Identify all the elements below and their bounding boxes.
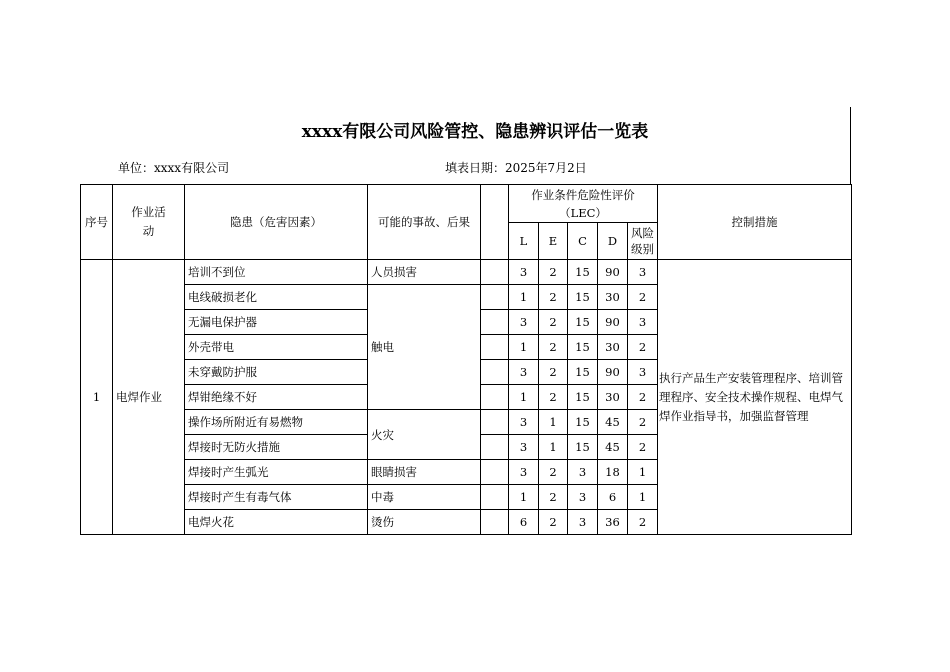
header-measures: 控制措施 bbox=[658, 185, 852, 260]
hazard-cell: 电线破损老化 bbox=[185, 285, 368, 310]
E-cell: 2 bbox=[539, 335, 568, 360]
blank-cell bbox=[481, 385, 509, 410]
hazard-cell: 焊接时无防火措施 bbox=[185, 435, 368, 460]
C-cell: 3 bbox=[568, 485, 598, 510]
blank-cell bbox=[481, 510, 509, 535]
header-consequence: 可能的事故、后果 bbox=[368, 185, 481, 260]
D-cell: 30 bbox=[598, 385, 628, 410]
hazard-cell: 外壳带电 bbox=[185, 335, 368, 360]
C-cell: 15 bbox=[568, 385, 598, 410]
C-cell: 15 bbox=[568, 360, 598, 385]
measures-cell: 执行产品生产安装管理程序、培训管理程序、安全技术操作规程、电焊气焊作业指导书，加强监督管理 bbox=[658, 260, 852, 535]
level-cell: 2 bbox=[628, 510, 658, 535]
D-cell: 18 bbox=[598, 460, 628, 485]
header-seq: 序号 bbox=[81, 185, 113, 260]
D-cell: 90 bbox=[598, 310, 628, 335]
blank-cell bbox=[481, 410, 509, 435]
L-cell: 3 bbox=[509, 310, 539, 335]
C-cell: 15 bbox=[568, 260, 598, 285]
hazard-cell: 未穿戴防护服 bbox=[185, 360, 368, 385]
level-cell: 2 bbox=[628, 435, 658, 460]
C-cell: 3 bbox=[568, 460, 598, 485]
E-cell: 2 bbox=[539, 460, 568, 485]
blank-cell bbox=[481, 485, 509, 510]
consequence-cell: 中毒 bbox=[368, 485, 481, 510]
level-cell: 2 bbox=[628, 385, 658, 410]
header-L: L bbox=[509, 223, 539, 260]
consequence-cell: 人员损害 bbox=[368, 260, 481, 285]
consequence-cell: 触电 bbox=[368, 285, 481, 410]
unit-label: 单位：xxxx有限公司 bbox=[118, 161, 230, 175]
header-E: E bbox=[539, 223, 568, 260]
blank-cell bbox=[481, 460, 509, 485]
level-cell: 3 bbox=[628, 310, 658, 335]
hazard-cell: 操作场所附近有易燃物 bbox=[185, 410, 368, 435]
D-cell: 30 bbox=[598, 335, 628, 360]
level-cell: 3 bbox=[628, 360, 658, 385]
C-cell: 15 bbox=[568, 285, 598, 310]
header-blank bbox=[481, 185, 509, 260]
D-cell: 30 bbox=[598, 285, 628, 310]
blank-cell bbox=[481, 360, 509, 385]
C-cell: 15 bbox=[568, 435, 598, 460]
hazard-cell: 焊接时产生弧光 bbox=[185, 460, 368, 485]
L-cell: 1 bbox=[509, 335, 539, 360]
L-cell: 6 bbox=[509, 510, 539, 535]
seq-cell: 1 bbox=[81, 260, 113, 535]
L-cell: 1 bbox=[509, 385, 539, 410]
header-hazard: 隐患（危害因素） bbox=[185, 185, 368, 260]
header-D: D bbox=[598, 223, 628, 260]
D-cell: 90 bbox=[598, 260, 628, 285]
E-cell: 2 bbox=[539, 510, 568, 535]
level-cell: 1 bbox=[628, 460, 658, 485]
E-cell: 2 bbox=[539, 310, 568, 335]
D-cell: 45 bbox=[598, 435, 628, 460]
level-cell: 2 bbox=[628, 410, 658, 435]
header-activity: 作业活动 bbox=[113, 185, 185, 260]
L-cell: 3 bbox=[509, 410, 539, 435]
hazard-cell: 培训不到位 bbox=[185, 260, 368, 285]
level-cell: 2 bbox=[628, 335, 658, 360]
hazard-cell: 焊钳绝缘不好 bbox=[185, 385, 368, 410]
table-row bbox=[81, 260, 852, 285]
blank-cell bbox=[481, 335, 509, 360]
risk-assessment-table bbox=[80, 184, 852, 535]
blank-cell bbox=[481, 310, 509, 335]
level-cell: 3 bbox=[628, 260, 658, 285]
header-C: C bbox=[568, 223, 598, 260]
consequence-cell: 眼睛损害 bbox=[368, 460, 481, 485]
L-cell: 3 bbox=[509, 460, 539, 485]
E-cell: 2 bbox=[539, 260, 568, 285]
level-cell: 2 bbox=[628, 285, 658, 310]
C-cell: 15 bbox=[568, 410, 598, 435]
consequence-cell: 火灾 bbox=[368, 410, 481, 460]
D-cell: 36 bbox=[598, 510, 628, 535]
fill-date-label: 填表日期：2025年7月2日 bbox=[445, 161, 587, 175]
D-cell: 6 bbox=[598, 485, 628, 510]
blank-cell bbox=[481, 260, 509, 285]
L-cell: 1 bbox=[509, 285, 539, 310]
activity-cell: 电焊作业 bbox=[113, 260, 185, 535]
blank-cell bbox=[481, 435, 509, 460]
hazard-cell: 无漏电保护器 bbox=[185, 310, 368, 335]
C-cell: 15 bbox=[568, 310, 598, 335]
L-cell: 1 bbox=[509, 485, 539, 510]
consequence-cell: 烫伤 bbox=[368, 510, 481, 535]
level-cell: 1 bbox=[628, 485, 658, 510]
E-cell: 2 bbox=[539, 285, 568, 310]
C-cell: 15 bbox=[568, 335, 598, 360]
E-cell: 1 bbox=[539, 410, 568, 435]
E-cell: 2 bbox=[539, 385, 568, 410]
E-cell: 1 bbox=[539, 435, 568, 460]
hazard-cell: 焊接时产生有毒气体 bbox=[185, 485, 368, 510]
header-row-1 bbox=[81, 185, 852, 223]
E-cell: 2 bbox=[539, 485, 568, 510]
L-cell: 3 bbox=[509, 435, 539, 460]
L-cell: 3 bbox=[509, 260, 539, 285]
L-cell: 3 bbox=[509, 360, 539, 385]
header-level: 风险级别 bbox=[628, 223, 658, 260]
D-cell: 90 bbox=[598, 360, 628, 385]
D-cell: 45 bbox=[598, 410, 628, 435]
header-lec: 作业条件危险性评价（LEC） bbox=[509, 185, 658, 223]
C-cell: 3 bbox=[568, 510, 598, 535]
blank-cell bbox=[481, 285, 509, 310]
E-cell: 2 bbox=[539, 360, 568, 385]
document-title: xxxx有限公司风险管控、隐患辨识评估一览表 bbox=[301, 122, 649, 142]
hazard-cell: 电焊火花 bbox=[185, 510, 368, 535]
